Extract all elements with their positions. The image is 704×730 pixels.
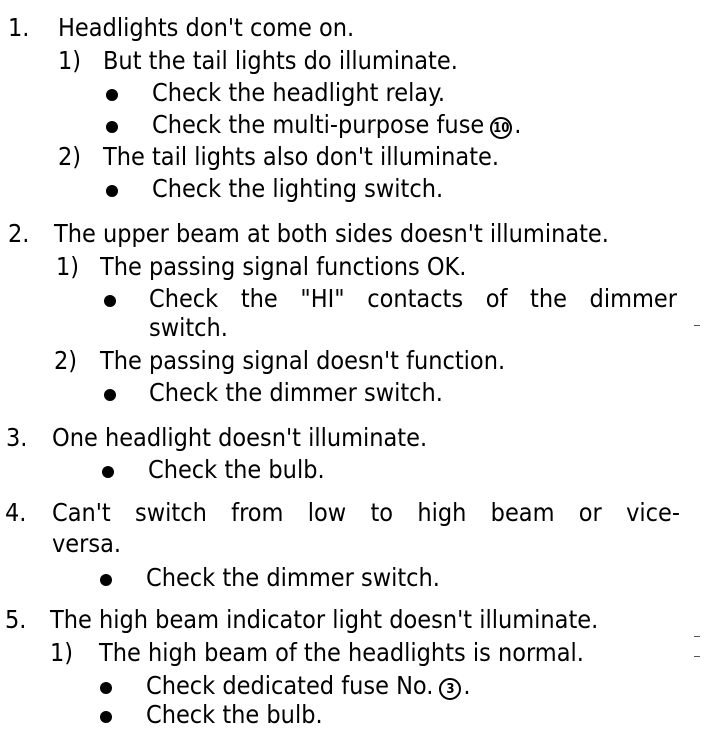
bullet-icon: [100, 711, 112, 723]
check-text: Check the bulb.: [146, 700, 323, 729]
section-title: The upper beam at both sides doesn't illuminate.: [54, 219, 609, 248]
circled-number-icon: 3: [439, 678, 461, 700]
case-number: 1): [50, 638, 74, 667]
check-text-suffix: .: [463, 671, 471, 700]
section-title: One headlight doesn't illuminate.: [52, 423, 428, 452]
check-text: switch.: [149, 313, 228, 342]
check-text: [146, 671, 471, 701]
check-text-suffix: .: [514, 110, 522, 139]
bullet-icon: [100, 574, 112, 586]
section-number: 4.: [5, 498, 27, 527]
check-text-prefix: Check the multi-purpose fuse: [152, 110, 485, 139]
case-number: 2): [58, 142, 82, 171]
margin-mark: [694, 325, 700, 326]
check-text: [152, 110, 521, 140]
section-number: 3.: [6, 423, 28, 452]
margin-mark: [694, 656, 700, 657]
section-number: 1.: [8, 13, 30, 42]
check-text: Check the bulb.: [148, 455, 325, 484]
section-title: Headlights don't come on.: [58, 13, 355, 42]
bullet-icon: [104, 295, 116, 307]
section-title: Can't switch from low to high beam or vice-: [52, 498, 680, 527]
circled-number-icon: 10: [490, 117, 512, 139]
case-text: The high beam of the headlights is normal.: [99, 638, 584, 667]
section-title: versa.: [52, 529, 122, 558]
section-title: The high beam indicator light doesn't illuminate.: [50, 605, 599, 634]
section-number: 2.: [8, 219, 30, 248]
case-text: The passing signal doesn't function.: [100, 346, 506, 375]
case-text: The tail lights also don't illuminate.: [103, 142, 500, 171]
check-text: Check the headlight relay.: [152, 78, 446, 107]
check-text: Check the dimmer switch.: [149, 378, 443, 407]
bullet-icon: [106, 89, 118, 101]
bullet-icon: [106, 185, 118, 197]
margin-mark: [694, 636, 700, 637]
case-number: 1): [56, 252, 80, 281]
check-text-prefix: Check dedicated fuse No.: [146, 671, 434, 700]
bullet-icon: [100, 682, 112, 694]
check-text: Check the dimmer switch.: [146, 563, 440, 592]
check-text: Check the lighting switch.: [152, 174, 444, 203]
case-number: 2): [54, 346, 78, 375]
case-number: 1): [58, 46, 82, 75]
bullet-icon: [102, 466, 114, 478]
bullet-icon: [106, 121, 118, 133]
bullet-icon: [104, 389, 116, 401]
check-text: Check the "HI" contacts of the dimmer: [149, 284, 677, 313]
section-number: 5.: [5, 605, 27, 634]
case-text: But the tail lights do illuminate.: [103, 46, 458, 75]
case-text: The passing signal functions OK.: [100, 252, 467, 281]
